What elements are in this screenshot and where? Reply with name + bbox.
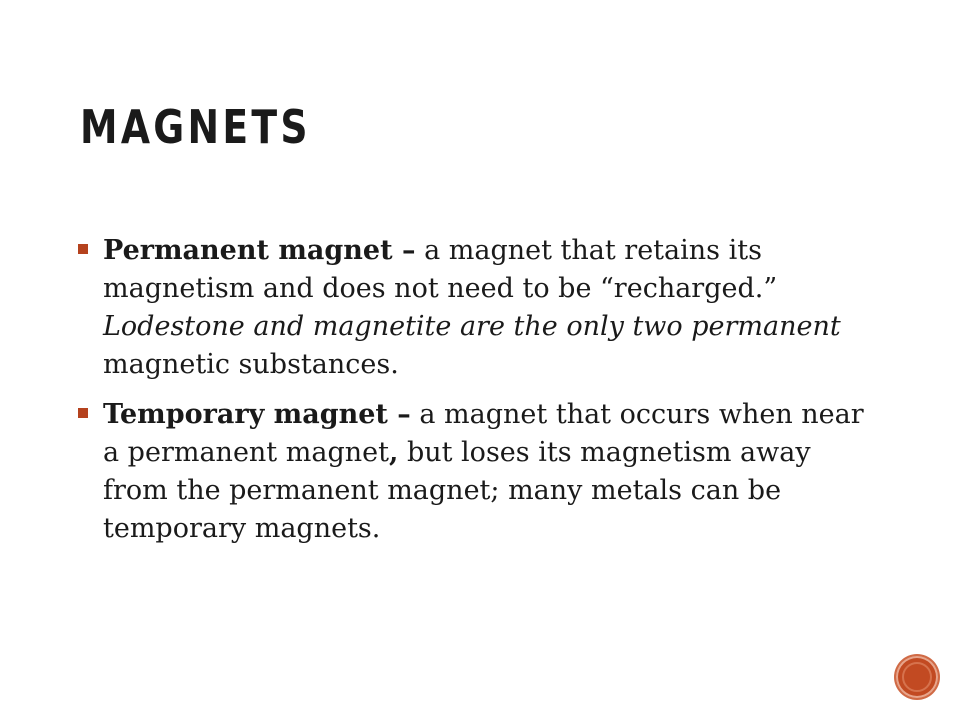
- square-bullet-icon: [78, 408, 88, 418]
- bullet-emphasis: ,: [388, 437, 399, 468]
- slide-title: MAGNETS: [80, 100, 311, 154]
- slide-decoration-badge-icon: [896, 656, 938, 698]
- bullet-term: Temporary magnet –: [103, 399, 411, 430]
- square-bullet-icon: [78, 244, 88, 254]
- bullet-text: a magnet that retains its magnetism and does not need to be “recharged.”: [103, 235, 778, 304]
- bullet-text: magnetic substances.: [103, 349, 399, 380]
- bullet-term: Permanent magnet –: [103, 235, 416, 266]
- badge-ring: [902, 662, 932, 692]
- bullet-text: but loses its magnetism away from the permanent magnet; many metals can be temporary magnets.: [103, 437, 811, 544]
- bullet-temporary-magnet: [78, 396, 878, 548]
- bullet-permanent-magnet: [78, 232, 878, 384]
- bullet-italic-text: Lodestone and magnetite are the only two permanent: [103, 311, 841, 342]
- bullet-list: [78, 232, 878, 560]
- bullet-text: a magnet that occurs when near a permanent magnet: [103, 399, 864, 468]
